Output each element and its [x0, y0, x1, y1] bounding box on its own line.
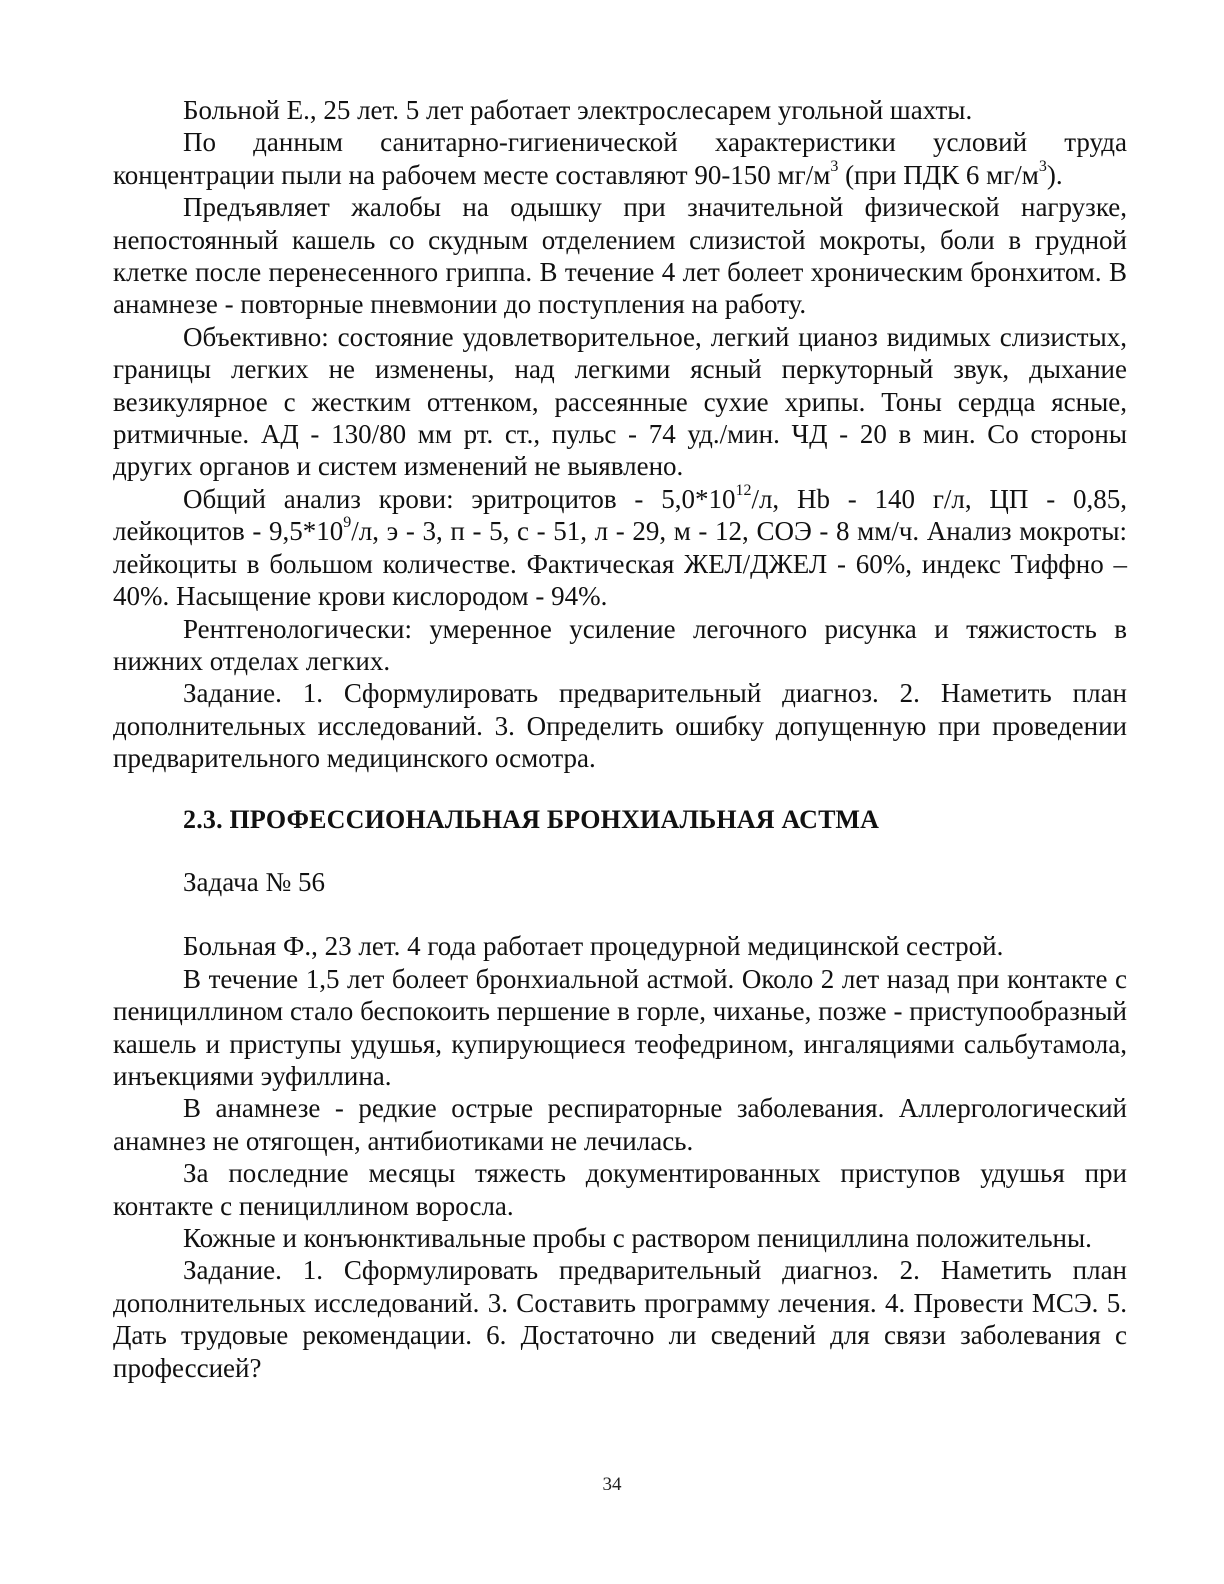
case-intro: Больной Е., 25 лет. 5 лет работает электрослесарем угольной шахты.: [183, 95, 973, 125]
case-assignment: Задание. 1. Сформулировать предварительный диагноз. 2. Наметить план дополнительных исследований. 3. Определить ошибку допущенную при проведении предварительного медицинского осмотра.: [113, 678, 1127, 774]
sanitary-text: По данным санитарно-гигиенической характеристики условий труда концентрации пыли на рабочем месте составляют 90-150 мг/м: [113, 127, 1127, 190]
sanitary-superscript-2: 3: [1038, 157, 1047, 175]
case-xray: Рентгенологически: умеренное усиление легочного рисунка и тяжистость в нижних отделах легких.: [113, 613, 1127, 676]
task-56-allergy-tests: Кожные и конъюнктивальные пробы с раствором пенициллина положительны.: [183, 1223, 1092, 1253]
page-body: [113, 94, 1127, 1384]
blood-text-a: Общий анализ крови: эритроцитов - 5,0*10: [183, 483, 736, 514]
task-56-history: В течение 1,5 лет болеет бронхиальной астмой. Около 2 лет назад при контакте с пенициллином стало беспокоить першение в горле, чиханье, позже - приступообразный кашель и приступы удушья, купирующиеся теофедрином, ингаляциями сальбутамола, инъекциями эуфиллина.: [113, 963, 1127, 1091]
sanitary-mid: (при ПДК 6 мг/м: [838, 159, 1039, 190]
sanitary-superscript-1: 3: [830, 157, 839, 175]
blood-text-b: /л, Hb - 140 г/л, ЦП - 0,85, лейкоцитов - 9,5*10: [113, 483, 1127, 547]
task-56-label: Задача № 56: [183, 866, 325, 897]
section-heading: 2.3. ПРОФЕССИОНАЛЬНАЯ БРОНХИАЛЬНАЯ АСТМА: [183, 804, 880, 834]
task-56-recent-course: За последние месяцы тяжесть документированных приступов удушья при контакте с пенициллином воросла.: [113, 1158, 1127, 1221]
page-number: 34: [602, 1474, 622, 1495]
task-56-intro: Больная Ф., 23 лет. 4 года работает процедурной медицинской сестрой.: [183, 931, 1004, 962]
case-objective-exam: Объективно: состояние удовлетворительное, легкий цианоз видимых слизистых, границы легких не изменены, над легкими ясный перкуторный звук, дыхание везикулярное с жестким оттенком, рассеянные сухие хрипы. Тоны сердца ясные, ритмичные. АД - 130/80 мм рт. ст., пульс - 74 уд./мин. ЧД - 20 в мин. Со стороны других органов и систем изменений не выявлено.: [113, 321, 1127, 482]
blood-superscript-2: 9: [343, 514, 352, 532]
blood-superscript-1: 12: [735, 481, 752, 499]
case-sanitary-conditions: [113, 126, 1127, 191]
blood-text-c: /л, э - 3, п - 5, с - 51, л - 29, м - 12, СОЭ - 8 мм/ч. Анализ мокроты: лейкоциты в большом количестве. Фактическая ЖЕЛ/ДЖЕЛ - 60%, индекс Тиффно – 40%. Насыщение крови кислородом - 94%.: [113, 516, 1127, 612]
case-blood-analysis: [113, 483, 1127, 613]
sanitary-end: ).: [1046, 159, 1063, 190]
task-56-anamnesis: В анамнезе - редкие острые респираторные заболевания. Аллергологический анамнез не отягощен, антибиотиками не лечилась.: [113, 1093, 1127, 1156]
task-56-assignment: Задание. 1. Сформулировать предварительный диагноз. 2. Наметить план дополнительных исследований. 3. Составить программу лечения. 4. Провести МСЭ. 5. Дать трудовые рекомендации. 6. Достаточно ли сведений для связи заболевания с профессией?: [113, 1255, 1127, 1383]
case-complaints: Предъявляет жалобы на одышку при значительной физической нагрузке, непостоянный кашель со скудным отделением слизистой мокроты, боли в грудной клетке после перенесенного гриппа. В течение 4 лет болеет хроническим бронхитом. В анамнезе - повторные пневмонии до поступления на работу.: [113, 192, 1127, 320]
spacer: [113, 898, 1127, 930]
